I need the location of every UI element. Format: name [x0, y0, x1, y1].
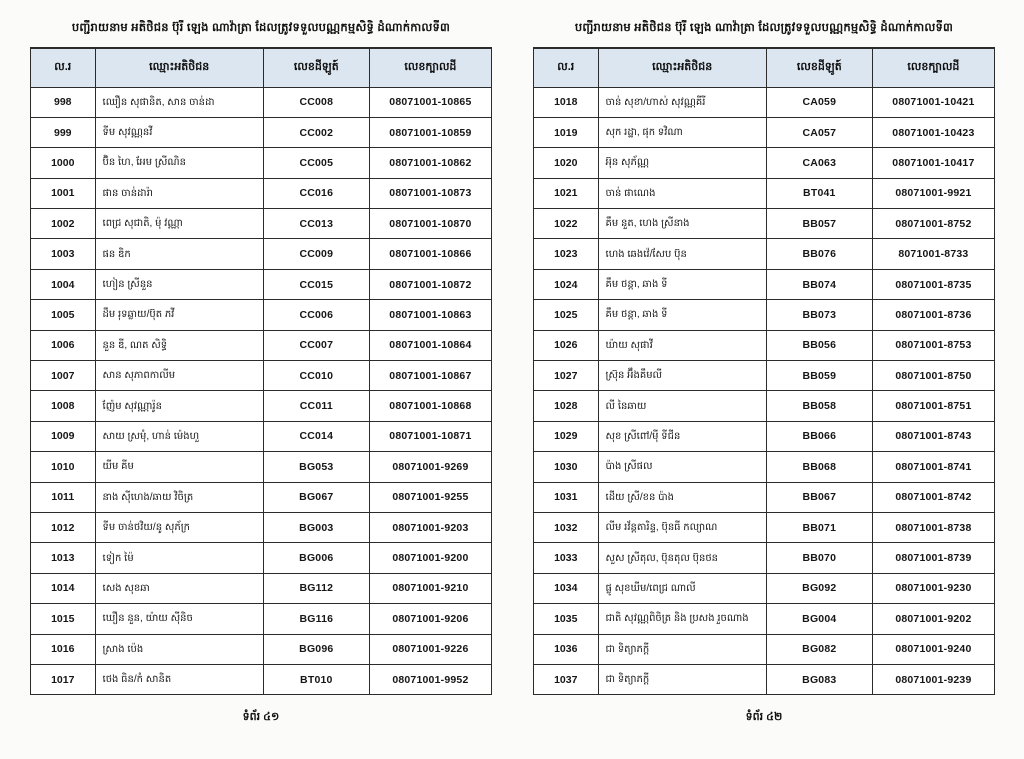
cell-number: 1033 — [534, 543, 599, 573]
cell-number: 1027 — [534, 361, 599, 391]
cell-number: 1010 — [31, 452, 96, 482]
cell-parcel-number: 08071001-9206 — [369, 604, 491, 634]
cell-customer-name: ជា ទិត្យាភក្តី — [598, 664, 766, 694]
cell-customer-name: គឹម ថន្តា, ឆាង ទី — [598, 300, 766, 330]
cell-number: 1004 — [31, 269, 96, 299]
cell-parcel-number: 08071001-8743 — [872, 421, 994, 451]
cell-lot-number: BG092 — [766, 573, 872, 603]
cell-parcel-number: 08071001-8742 — [872, 482, 994, 512]
cell-parcel-number: 08071001-10872 — [369, 269, 491, 299]
cell-customer-name: ប៉ាង ស្រីផល — [598, 452, 766, 482]
cell-number: 1020 — [534, 148, 599, 178]
cell-customer-name: ស្រ៊ុន អ៊ឹងគឹមលី — [598, 361, 766, 391]
cell-parcel-number: 08071001-10423 — [872, 117, 994, 147]
cell-customer-name: ទៀក ម៉ៃ — [95, 543, 263, 573]
cell-number: 999 — [31, 117, 96, 147]
table-row — [534, 604, 995, 634]
cell-customer-name: លីម រវ័ន្តតារិន្ទ, ប៊ុនធី កល្យាណ — [598, 512, 766, 542]
cell-customer-name: ស្រាង ប៉េង — [95, 634, 263, 664]
cell-parcel-number: 08071001-8751 — [872, 391, 994, 421]
customer-table-right — [533, 47, 995, 695]
cell-lot-number: BB058 — [766, 391, 872, 421]
cell-lot-number: BG082 — [766, 634, 872, 664]
cell-lot-number: BG096 — [263, 634, 369, 664]
table-row — [534, 117, 995, 147]
cell-lot-number: BG067 — [263, 482, 369, 512]
cell-customer-name: ដឹម រុទឆ្លាយ/ប៊ុត ភវី — [95, 300, 263, 330]
cell-customer-name: ឃឿន នួន, យ៉ាយ ស៊ីនិច — [95, 604, 263, 634]
cell-customer-name: ផន ឌិក — [95, 239, 263, 269]
cell-customer-name: ទីម ចាន់ថវិយ/នូ សុភ័ក្រ — [95, 512, 263, 542]
cell-customer-name: ជាតិ សុវណ្ណពិចិត្រ និង ប្រសង រួចណាង — [598, 604, 766, 634]
cell-lot-number: BB074 — [766, 269, 872, 299]
col-header-number: ល.រ — [31, 48, 96, 87]
cell-lot-number: CC015 — [263, 269, 369, 299]
cell-lot-number: CC010 — [263, 361, 369, 391]
cell-parcel-number: 08071001-9210 — [369, 573, 491, 603]
cell-customer-name: សាន សុភាពកាលីម — [95, 361, 263, 391]
table-row — [534, 573, 995, 603]
cell-number: 1030 — [534, 452, 599, 482]
cell-parcel-number: 08071001-9269 — [369, 452, 491, 482]
cell-parcel-number: 08071001-8741 — [872, 452, 994, 482]
cell-customer-name: គឹម នួត, ហេង ស្រីនាង — [598, 209, 766, 239]
table-row — [534, 361, 995, 391]
cell-customer-name: ថេង ធិន/កំ សានិត — [95, 664, 263, 694]
col-header-number: ល.រ — [534, 48, 599, 87]
cell-number: 1011 — [31, 482, 96, 512]
col-header-lot-number: លេខដីឡូត៍ — [263, 48, 369, 87]
cell-customer-name: ជា ទិត្យាភក្តី — [598, 634, 766, 664]
cell-number: 1026 — [534, 330, 599, 360]
cell-lot-number: CA057 — [766, 117, 872, 147]
cell-number: 1005 — [31, 300, 96, 330]
col-header-customer-name: ឈ្មោះអតិថិជន — [598, 48, 766, 87]
cell-lot-number: CC006 — [263, 300, 369, 330]
cell-parcel-number: 08071001-8750 — [872, 361, 994, 391]
cell-customer-name: នាង ស៊ីហេង/ឆាយ វិចិត្រ — [95, 482, 263, 512]
cell-lot-number: CC005 — [263, 148, 369, 178]
cell-number: 1023 — [534, 239, 599, 269]
cell-lot-number: BG004 — [766, 604, 872, 634]
cell-number: 1034 — [534, 573, 599, 603]
table-row — [534, 300, 995, 330]
cell-customer-name: លី នៃឆាយ — [598, 391, 766, 421]
table-row — [534, 330, 995, 360]
cell-customer-name: ហៀន ស្រីនួន — [95, 269, 263, 299]
table-row — [31, 421, 492, 451]
cell-number: 1036 — [534, 634, 599, 664]
cell-parcel-number: 08071001-10870 — [369, 209, 491, 239]
cell-parcel-number: 08071001-8739 — [872, 543, 994, 573]
table-row — [534, 452, 995, 482]
cell-customer-name: ពេជ្រ សុជាតិ, ម៉ុ វណ្ណា — [95, 209, 263, 239]
table-row — [31, 391, 492, 421]
cell-customer-name: ផាន ចាន់ដារ៉ា — [95, 178, 263, 208]
cell-number: 1031 — [534, 482, 599, 512]
cell-number: 1016 — [31, 634, 96, 664]
table-row — [31, 361, 492, 391]
cell-parcel-number: 08071001-8752 — [872, 209, 994, 239]
page-number-footer: ទំព័រ ៤១ — [242, 711, 280, 724]
page-right — [533, 12, 995, 759]
table-row — [534, 421, 995, 451]
cell-parcel-number: 08071001-9240 — [872, 634, 994, 664]
table-row — [534, 512, 995, 542]
cell-lot-number: BB068 — [766, 452, 872, 482]
table-row — [534, 391, 995, 421]
cell-lot-number: BB057 — [766, 209, 872, 239]
cell-lot-number: CC013 — [263, 209, 369, 239]
table-row — [31, 300, 492, 330]
table-row — [534, 87, 995, 117]
cell-lot-number: BG053 — [263, 452, 369, 482]
cell-parcel-number: 08071001-9202 — [872, 604, 994, 634]
table-body — [534, 87, 995, 695]
col-header-lot-number: លេខដីឡូត៍ — [766, 48, 872, 87]
cell-parcel-number: 08071001-10863 — [369, 300, 491, 330]
cell-parcel-number: 08071001-9230 — [872, 573, 994, 603]
cell-parcel-number: 08071001-9226 — [369, 634, 491, 664]
table-row — [31, 664, 492, 694]
cell-customer-name: សួស ស្រីតុល, ប៊ុនតុល ប៊ុនថន — [598, 543, 766, 573]
cell-number: 1003 — [31, 239, 96, 269]
cell-number: 1001 — [31, 178, 96, 208]
cell-lot-number: CC011 — [263, 391, 369, 421]
table-row — [31, 452, 492, 482]
cell-lot-number: BG112 — [263, 573, 369, 603]
table-row — [534, 209, 995, 239]
cell-number: 1017 — [31, 664, 96, 694]
table-row — [534, 178, 995, 208]
cell-parcel-number: 08071001-10866 — [369, 239, 491, 269]
cell-number: 1008 — [31, 391, 96, 421]
cell-number: 998 — [31, 87, 96, 117]
cell-parcel-number: 08071001-10867 — [369, 361, 491, 391]
cell-customer-name: សេង សុខឆា — [95, 573, 263, 603]
table-body — [31, 87, 492, 695]
cell-customer-name: គឹម ថន្តា, ឆាង ទី — [598, 269, 766, 299]
cell-lot-number: CA063 — [766, 148, 872, 178]
cell-lot-number: BG003 — [263, 512, 369, 542]
table-row — [31, 634, 492, 664]
page-title: បញ្ជីរាយនាម អតិថិជន ប៊ុរី ឡេង ណាវ៉ាត្រា ដែលត្រូវទទួលបណ្ណកម្មសិទ្ធិ ដំណាក់កាលទី៣ — [71, 22, 451, 34]
table-row — [31, 604, 492, 634]
cell-parcel-number: 08071001-10421 — [872, 87, 994, 117]
cell-customer-name: ចាន់ សុខា/ហាស់ សុវណ្ណគីរី — [598, 87, 766, 117]
cell-lot-number: CC008 — [263, 87, 369, 117]
cell-customer-name: យីម គីម — [95, 452, 263, 482]
cell-customer-name: ឃ៉ាយ សុផាវី — [598, 330, 766, 360]
page-title: បញ្ជីរាយនាម អតិថិជន ប៊ុរី ឡេង ណាវ៉ាត្រា ដែលត្រូវទទួលបណ្ណកម្មសិទ្ធិ ដំណាក់កាលទី៣ — [574, 22, 954, 34]
cell-number: 1006 — [31, 330, 96, 360]
cell-parcel-number: 08071001-10868 — [369, 391, 491, 421]
cell-number: 1007 — [31, 361, 96, 391]
cell-lot-number: CC014 — [263, 421, 369, 451]
cell-lot-number: CC002 — [263, 117, 369, 147]
table-row — [31, 117, 492, 147]
col-header-customer-name: ឈ្មោះអតិថិជន — [95, 48, 263, 87]
table-row — [31, 239, 492, 269]
table-row — [534, 148, 995, 178]
table-row — [534, 269, 995, 299]
cell-number: 1018 — [534, 87, 599, 117]
cell-lot-number: BT041 — [766, 178, 872, 208]
cell-lot-number: CA059 — [766, 87, 872, 117]
cell-number: 1035 — [534, 604, 599, 634]
table-header-row — [534, 48, 995, 87]
cell-number: 1014 — [31, 573, 96, 603]
table-row — [31, 543, 492, 573]
cell-parcel-number: 08071001-10865 — [369, 87, 491, 117]
cell-customer-name: ទីម សុវណ្ណនវី — [95, 117, 263, 147]
cell-parcel-number: 08071001-9921 — [872, 178, 994, 208]
table-row — [534, 239, 995, 269]
cell-number: 1012 — [31, 512, 96, 542]
col-header-parcel-number: លេខក្បាលដី — [872, 48, 994, 87]
cell-number: 1032 — [534, 512, 599, 542]
cell-customer-name: សុខ ស្រីពៅ/ម៉ី ទីជីន — [598, 421, 766, 451]
cell-parcel-number: 08071001-10873 — [369, 178, 491, 208]
customer-table-left — [30, 47, 492, 695]
cell-number: 1029 — [534, 421, 599, 451]
cell-lot-number: BB070 — [766, 543, 872, 573]
cell-lot-number: BB066 — [766, 421, 872, 451]
cell-parcel-number: 08071001-9255 — [369, 482, 491, 512]
cell-customer-name: ឈឿន សុផានិត, សាន ចាន់ដា — [95, 87, 263, 117]
cell-lot-number: BB076 — [766, 239, 872, 269]
cell-parcel-number: 8071001-8733 — [872, 239, 994, 269]
table-header-row — [31, 48, 492, 87]
cell-parcel-number: 08071001-9239 — [872, 664, 994, 694]
cell-number: 1025 — [534, 300, 599, 330]
cell-parcel-number: 08071001-10859 — [369, 117, 491, 147]
cell-customer-name: ចាន់ ផាណេង — [598, 178, 766, 208]
cell-parcel-number: 08071001-8738 — [872, 512, 994, 542]
cell-lot-number: BT010 — [263, 664, 369, 694]
cell-parcel-number: 08071001-10417 — [872, 148, 994, 178]
cell-lot-number: CC009 — [263, 239, 369, 269]
cell-number: 1021 — [534, 178, 599, 208]
cell-lot-number: CC016 — [263, 178, 369, 208]
page-number-footer: ទំព័រ ៤២ — [745, 711, 783, 724]
cell-number: 1037 — [534, 664, 599, 694]
cell-parcel-number: 08071001-9952 — [369, 664, 491, 694]
table-row — [31, 512, 492, 542]
cell-number: 1022 — [534, 209, 599, 239]
cell-customer-name: នួន ឌី, ណត សិទ្ធិ — [95, 330, 263, 360]
table-row — [31, 482, 492, 512]
table-row — [31, 330, 492, 360]
cell-parcel-number: 08071001-9203 — [369, 512, 491, 542]
table-row — [534, 634, 995, 664]
cell-number: 1013 — [31, 543, 96, 573]
cell-lot-number: BG083 — [766, 664, 872, 694]
cell-parcel-number: 08071001-10862 — [369, 148, 491, 178]
cell-customer-name: ញ៉ែម សុវណ្ណារ៉ូន — [95, 391, 263, 421]
cell-parcel-number: 08071001-9200 — [369, 543, 491, 573]
table-row — [31, 269, 492, 299]
table-row — [31, 573, 492, 603]
cell-number: 1009 — [31, 421, 96, 451]
cell-lot-number: BB059 — [766, 361, 872, 391]
cell-parcel-number: 08071001-8735 — [872, 269, 994, 299]
cell-customer-name: ផ្លូ សុខឃីម/ពេជ្រ ណាលី — [598, 573, 766, 603]
cell-parcel-number: 08071001-10864 — [369, 330, 491, 360]
cell-lot-number: BB073 — [766, 300, 872, 330]
cell-number: 1002 — [31, 209, 96, 239]
page-left — [30, 12, 492, 759]
cell-number: 1028 — [534, 391, 599, 421]
cell-parcel-number: 08071001-10871 — [369, 421, 491, 451]
cell-customer-name: ដើយ ស្រី/ខន ប៉ាង — [598, 482, 766, 512]
table-row — [534, 482, 995, 512]
cell-customer-name: អ៊ុន សុភ័ណ្ណ — [598, 148, 766, 178]
table-row — [31, 87, 492, 117]
cell-number: 1015 — [31, 604, 96, 634]
cell-lot-number: BB056 — [766, 330, 872, 360]
cell-lot-number: BG006 — [263, 543, 369, 573]
cell-customer-name: ហេង ឆេងវ៉េ/សែប ប៊ុន — [598, 239, 766, 269]
table-row — [534, 543, 995, 573]
cell-customer-name: សុក រដ្ឋា, ផុក ទវិណា — [598, 117, 766, 147]
cell-number: 1019 — [534, 117, 599, 147]
cell-number: 1000 — [31, 148, 96, 178]
cell-lot-number: BG116 — [263, 604, 369, 634]
cell-customer-name: ប៊ិន ហៃ, អែម ស្រីណិន — [95, 148, 263, 178]
cell-lot-number: BB067 — [766, 482, 872, 512]
col-header-parcel-number: លេខក្បាលដី — [369, 48, 491, 87]
cell-lot-number: CC007 — [263, 330, 369, 360]
cell-parcel-number: 08071001-8753 — [872, 330, 994, 360]
cell-number: 1024 — [534, 269, 599, 299]
cell-lot-number: BB071 — [766, 512, 872, 542]
table-row — [31, 209, 492, 239]
table-row — [534, 664, 995, 694]
cell-customer-name: សាយ ស្រមុំ, ហាន់ ម៉េងហួ — [95, 421, 263, 451]
table-row — [31, 148, 492, 178]
cell-parcel-number: 08071001-8736 — [872, 300, 994, 330]
table-row — [31, 178, 492, 208]
